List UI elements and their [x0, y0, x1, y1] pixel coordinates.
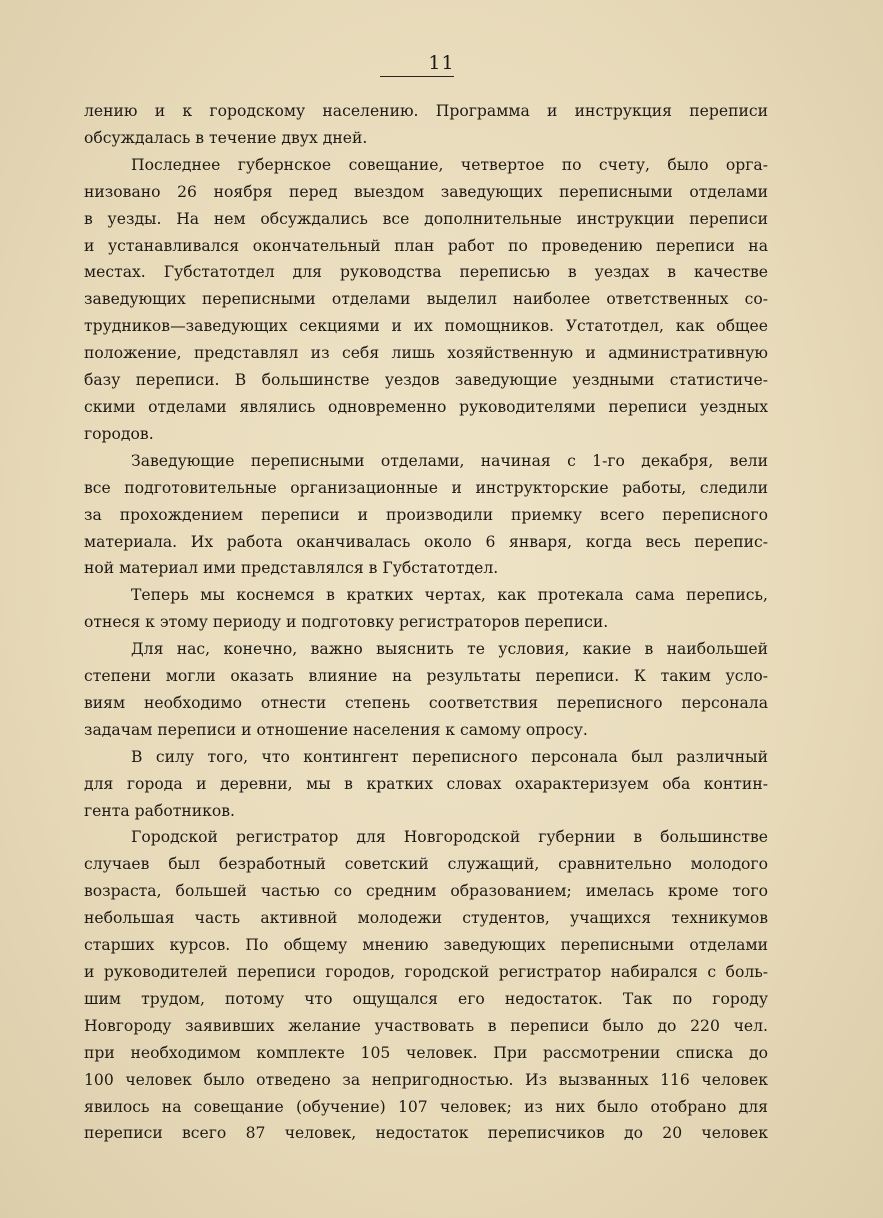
text-line: Теперь мы коснемся в кратких чертах, как протекала сама перепись, [131, 586, 768, 605]
text-line: явилось на совещание (обучение) 107 человек; из них было отобрано для [84, 1097, 768, 1116]
body-text [84, 98, 768, 1147]
text-line: заведующих переписными отделами выделил наиболее ответственных со- [84, 290, 768, 309]
text-line: В силу того, что контингент переписного персонала был различный [131, 747, 768, 766]
text-line: случаев был безработный советский служащий, сравнительно молодого [84, 855, 768, 874]
text-line: скими отделами являлись одновременно руководителями переписи уездных [84, 397, 768, 416]
text-line: шим трудом, потому что ощущался его недостаток. Так по городу [84, 989, 768, 1008]
text-line: задачам переписи и отношение населения к самому опросу. [84, 720, 588, 739]
text-line: городов. [84, 424, 154, 443]
text-line: трудников—заведующих секциями и их помощников. Устатотдел, как общее [84, 317, 768, 336]
text-line: и устанавливался окончательный план работ по проведению переписи на [84, 236, 768, 255]
text-line: гента работников. [84, 801, 236, 820]
text-line: Для нас, конечно, важно выяснить те условия, какие в наибольшей [131, 640, 768, 659]
text-line: обсуждалась в течение двух дней. [84, 128, 368, 147]
text-line: небольшая часть активной молодежи студентов, учащихся техникумов [84, 909, 768, 928]
text-line: виям необходимо отнести степень соответствия переписного персонала [84, 693, 768, 712]
text-line: положение, представлял из себя лишь хозяйственную и административную [84, 344, 768, 363]
text-line: и руководителей переписи городов, городской регистратор набирался с боль- [84, 963, 768, 981]
page-number: 11 [428, 52, 455, 74]
text-line: ной материал ими представлялся в Губстатотдел. [84, 559, 499, 578]
text-line: местах. Губстатотдел для руководства переписью в уездах в качестве [84, 263, 768, 282]
text-line: для города и деревни, мы в кратких словах охарактеризуем оба контин- [84, 774, 768, 793]
page-number-rule [380, 76, 454, 77]
text-line: все подготовительные организационные и инструкторские работы, следили [84, 478, 768, 497]
text-line: переписи всего 87 человек, недостаток переписчиков до 20 человек [84, 1124, 768, 1143]
text-line: за прохождением переписи и производили приемку всего переписного [84, 505, 768, 524]
text-line: низовано 26 ноября перед выездом заведующих переписными отделами [84, 182, 768, 201]
text-line: Новгороду заявивших желание участвовать в переписи было до 220 чел. [84, 1016, 768, 1035]
text-line: базу переписи. В большинстве уездов заведующие уездными статистиче- [84, 371, 768, 390]
text-line: Городской регистратор для Новгородской губернии в большинстве [131, 828, 768, 847]
text-line: материала. Их работа оканчивалась около 6 января, когда весь перепис- [84, 532, 768, 551]
text-line: старших курсов. По общему мнению заведующих переписными отделами [84, 936, 768, 955]
text-line: Последнее губернское совещание, четвертое по счету, было орга- [131, 155, 768, 174]
text-line: в уезды. На нем обсуждались все дополнительные инструкции переписи [84, 209, 768, 228]
text-line: возраста, большей частью со средним образованием; имелась кроме того [84, 882, 768, 901]
text-line: 100 человек было отведено за непригодностью. Из вызванных 116 человек [84, 1070, 768, 1089]
text-line: при необходимом комплекте 105 человек. При рассмотрении списка до [84, 1043, 768, 1062]
text-line: Заведующие переписными отделами, начиная с 1-го декабря, вели [131, 451, 768, 470]
text-line: степени могли оказать влияние на результаты переписи. К таким усло- [84, 667, 768, 686]
text-line: лению и к городскому населению. Программа и инструкция переписи [84, 102, 768, 120]
text-line: отнеся к этому периоду и подготовку регистраторов переписи. [84, 613, 609, 632]
